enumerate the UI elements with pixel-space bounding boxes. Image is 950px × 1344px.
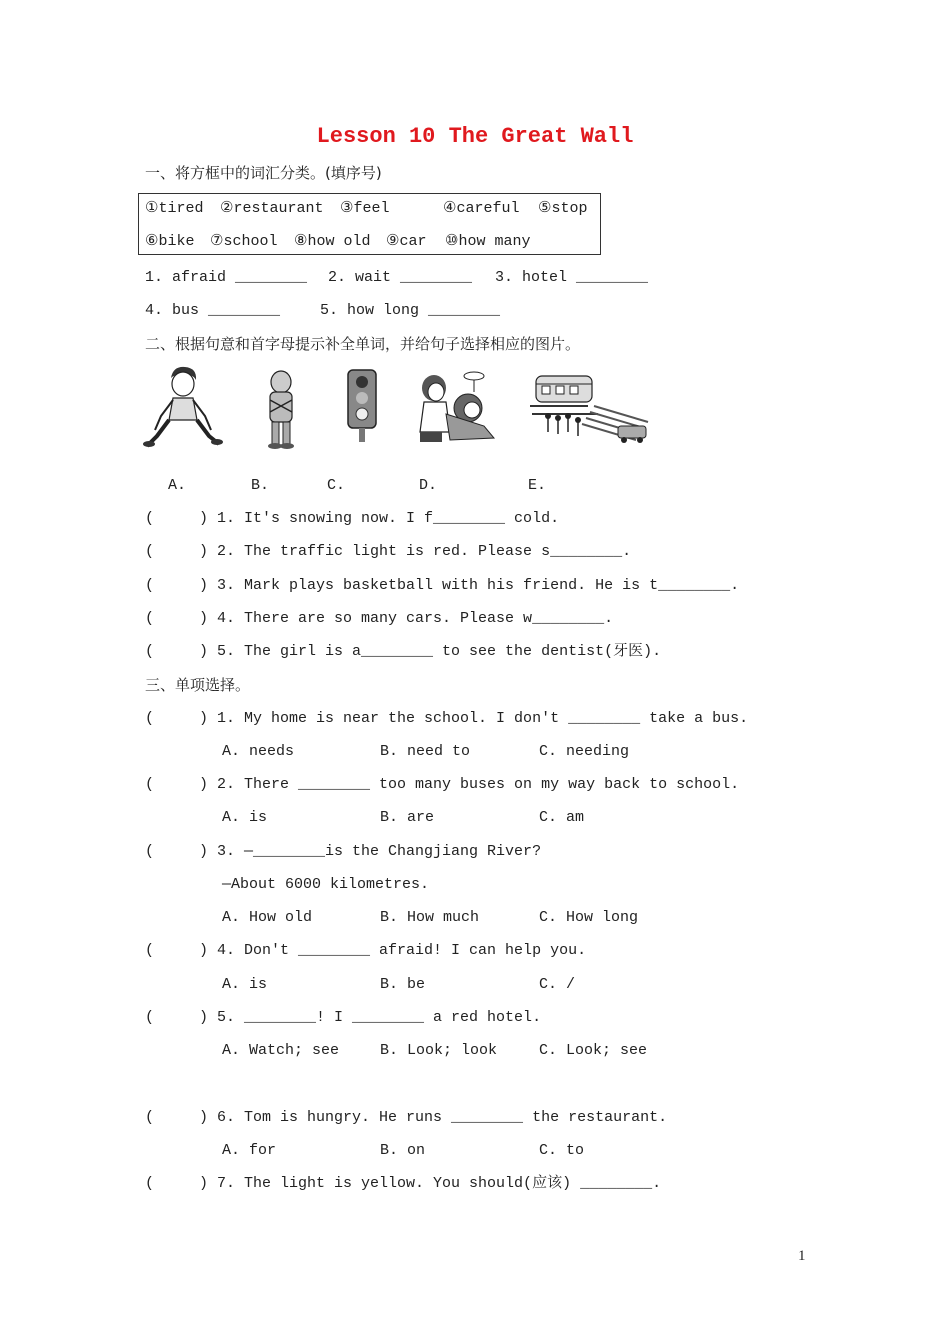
q3-option-a: A. How old (222, 909, 313, 926)
q6-option-b: B. on (380, 1142, 426, 1159)
page-number: 1 (798, 1248, 806, 1264)
word-9: ⑨car (386, 233, 427, 250)
picture-d-dentist (406, 368, 512, 448)
choice-question-4: ( ) 4. Don't ________ afraid! I can help you. (145, 942, 587, 959)
q4-option-c: C. / (539, 976, 576, 993)
classify-item-4: 4. bus ________ (145, 302, 281, 319)
word-4: ④careful (443, 200, 520, 217)
fill-question-2: ( ) 2. The traffic light is red. Please s________. (145, 543, 632, 560)
q1-option-c: C. needing (539, 743, 630, 760)
word-6: ⑥bike (145, 233, 195, 250)
classify-item-2: 2. wait ________ (328, 269, 473, 286)
picture-c-traffic-light (344, 368, 380, 444)
fill-question-1: ( ) 1. It's snowing now. I f________ cold. (145, 510, 560, 527)
picture-label-d: D. (419, 477, 438, 494)
q3-option-b: B. How much (380, 909, 480, 926)
picture-a-tired-boy (143, 364, 223, 450)
choice-question-6: ( ) 6. Tom is hungry. He runs ________ the restaurant. (145, 1109, 668, 1126)
q5-option-b: B. Look; look (380, 1042, 498, 1059)
choice-question-5: ( ) 5. ________! I ________ a red hotel. (145, 1009, 542, 1026)
q4-option-b: B. be (380, 976, 426, 993)
picture-e-street-scene (528, 366, 654, 450)
picture-label-c: C. (327, 477, 346, 494)
q2-option-c: C. am (539, 809, 585, 826)
picture-label-e: E. (528, 477, 547, 494)
q1-option-b: B. need to (380, 743, 471, 760)
classify-item-5: 5. how long ________ (320, 302, 501, 319)
choice-question-2: ( ) 2. There ________ too many buses on my way back to school. (145, 776, 740, 793)
choice-question-3: ( ) 3. —________is the Changjiang River? (145, 843, 542, 860)
q2-option-b: B. are (380, 809, 435, 826)
q3-answer-line: —About 6000 kilometres. (222, 876, 430, 893)
page-title: Lesson 10 The Great Wall (316, 124, 634, 149)
word-5: ⑤stop (538, 200, 588, 217)
word-1: ①tired (145, 200, 204, 217)
word-3: ③feel (340, 200, 390, 217)
q6-option-a: A. for (222, 1142, 277, 1159)
q5-option-c: C. Look; see (539, 1042, 648, 1059)
word-7: ⑦school (210, 233, 278, 250)
q1-option-a: A. needs (222, 743, 295, 760)
fill-question-3: ( ) 3. Mark plays basketball with his friend. He is t________. (145, 577, 740, 594)
word-2: ②restaurant (220, 200, 324, 217)
q4-option-a: A. is (222, 976, 268, 993)
q5-option-a: A. Watch; see (222, 1042, 340, 1059)
classify-item-3: 3. hotel ________ (495, 269, 649, 286)
section2-heading: 二、根据句意和首字母提示补全单词，并给句子选择相应的图片。 (145, 335, 581, 353)
q3-option-c: C. How long (539, 909, 639, 926)
fill-question-5: ( ) 5. The girl is a________ to see the dentist(牙医). (145, 643, 662, 660)
q2-option-a: A. is (222, 809, 268, 826)
word-10: ⑩how many (445, 233, 531, 250)
picture-b-cold-person (262, 368, 300, 450)
section1-heading: 一、将方框中的词汇分类。(填序号) (145, 164, 382, 182)
section3-heading: 三、单项选择。 (145, 676, 251, 694)
q6-option-c: C. to (539, 1142, 585, 1159)
word-8: ⑧how old (294, 233, 371, 250)
choice-question-7: ( ) 7. The light is yellow. You should(应该) ________. (145, 1175, 662, 1192)
fill-question-4: ( ) 4. There are so many cars. Please w________. (145, 610, 614, 627)
classify-item-1: 1. afraid ________ (145, 269, 308, 286)
choice-question-1: ( ) 1. My home is near the school. I don't ________ take a bus. (145, 710, 749, 727)
picture-label-a: A. (168, 477, 187, 494)
picture-label-b: B. (251, 477, 270, 494)
